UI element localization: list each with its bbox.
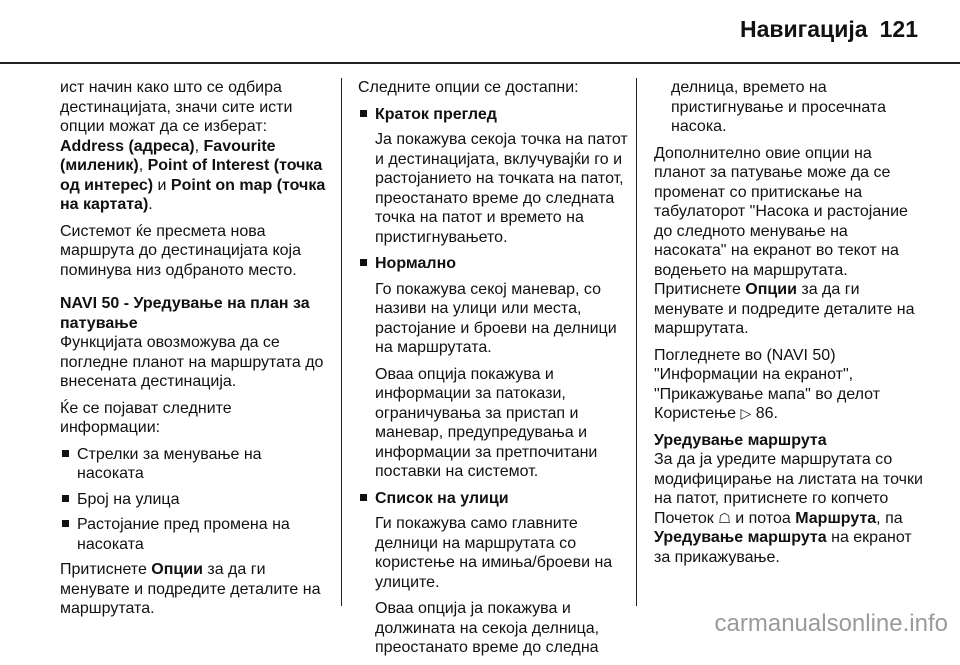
list-item: Краток преглед — [358, 105, 630, 125]
list-item: Растојание пред промена на насоката — [60, 515, 330, 554]
paragraph: Притиснете Опции за да ги менувате и подредите деталите на маршрутата. — [654, 281, 915, 337]
paragraph: Ги покажува само главните делници на маршрутата со користење на имињa/броеви на улиците. — [375, 515, 613, 591]
column-divider-2 — [636, 78, 637, 606]
watermark: carmanualsonline.info — [714, 610, 948, 637]
column-1 — [60, 78, 330, 626]
paragraph: Следните опции се достапни: — [358, 79, 579, 96]
section-heading: NAVI 50 - Уредување на план за патување — [60, 295, 310, 332]
paragraph: Дополнително овие опции на планот за патување може да се променат со притискање на табулаторот "Насока и растојание до следното менување на насоката" на екранот во текот на водењето на маршрутата. — [654, 144, 908, 279]
paragraph: Го покажува секој маневар, со називи на улици или места, растојание и броеви на делници на маршрутата. — [375, 280, 617, 356]
paragraph: За да ја уредите маршрутата со модифицирање на листата на точки на патот, притиснете го копчето Почеток ☖ и потоа Маршрута, па Уредување маршрута на екранот за прикажување. — [654, 451, 923, 566]
paragraph: Ќе се појават следните информации: — [60, 399, 232, 436]
page-number: 121 — [879, 16, 918, 42]
column-2 — [358, 78, 630, 665]
list-item: Број на улица — [60, 490, 330, 510]
paragraph: Системот ќе пресмета нова маршрута до дестинацијата која поминува низ одбраното место. — [60, 222, 301, 279]
start-button-icon: ☖ — [718, 509, 731, 526]
paragraph: Оваа опција ја покажува и должината на секоја делница, преостанато време до следна — [375, 600, 600, 656]
section-heading: Уредување маршрута — [654, 431, 827, 449]
paragraph: Функцијата овозможува да се погледне планот на маршрутата до внесената дестинација. — [60, 334, 324, 390]
column-3 — [654, 78, 924, 574]
paragraph: Ја покажува секоја точка на патот и дестинацијата, вклучувајќи го и растојанието на точката на патот, преостанато време до следната точка на патот и времето на пристигнувањето. — [375, 131, 628, 246]
page-title: Навигација — [740, 16, 868, 42]
column-divider-1 — [341, 78, 342, 606]
paragraph: Оваа опција покажува и информации за патокази, ограничувања за пристап и маневар, предупредувања и информации за претпочитани поставки на системот. — [375, 365, 598, 480]
paragraph: Притиснете Опции за да ги менувате и подредите деталите на маршрутата. — [60, 561, 321, 617]
reference-arrow-icon: ▷ — [740, 405, 752, 421]
paragraph: делница, времето на пристигнување и просечната насока. — [671, 79, 886, 135]
header-divider — [0, 62, 960, 64]
list-item: Нормално — [358, 254, 630, 274]
paragraph: Погледнете во (NAVI 50) "Информации на екранот", "Прикажување мапа" во делот Користење ▷ 86. — [654, 346, 881, 422]
list-item: Стрелки за менување на насоката — [60, 445, 330, 484]
paragraph: ист начин како што се одбира дестинацијата, значи сите исти опции можат да се изберат: Address (адреса), Favourite (миленик), Point of Interest (точка од интерес) и Point on map (точка на картата). — [60, 79, 326, 213]
list-item: Список на улици — [358, 489, 630, 509]
